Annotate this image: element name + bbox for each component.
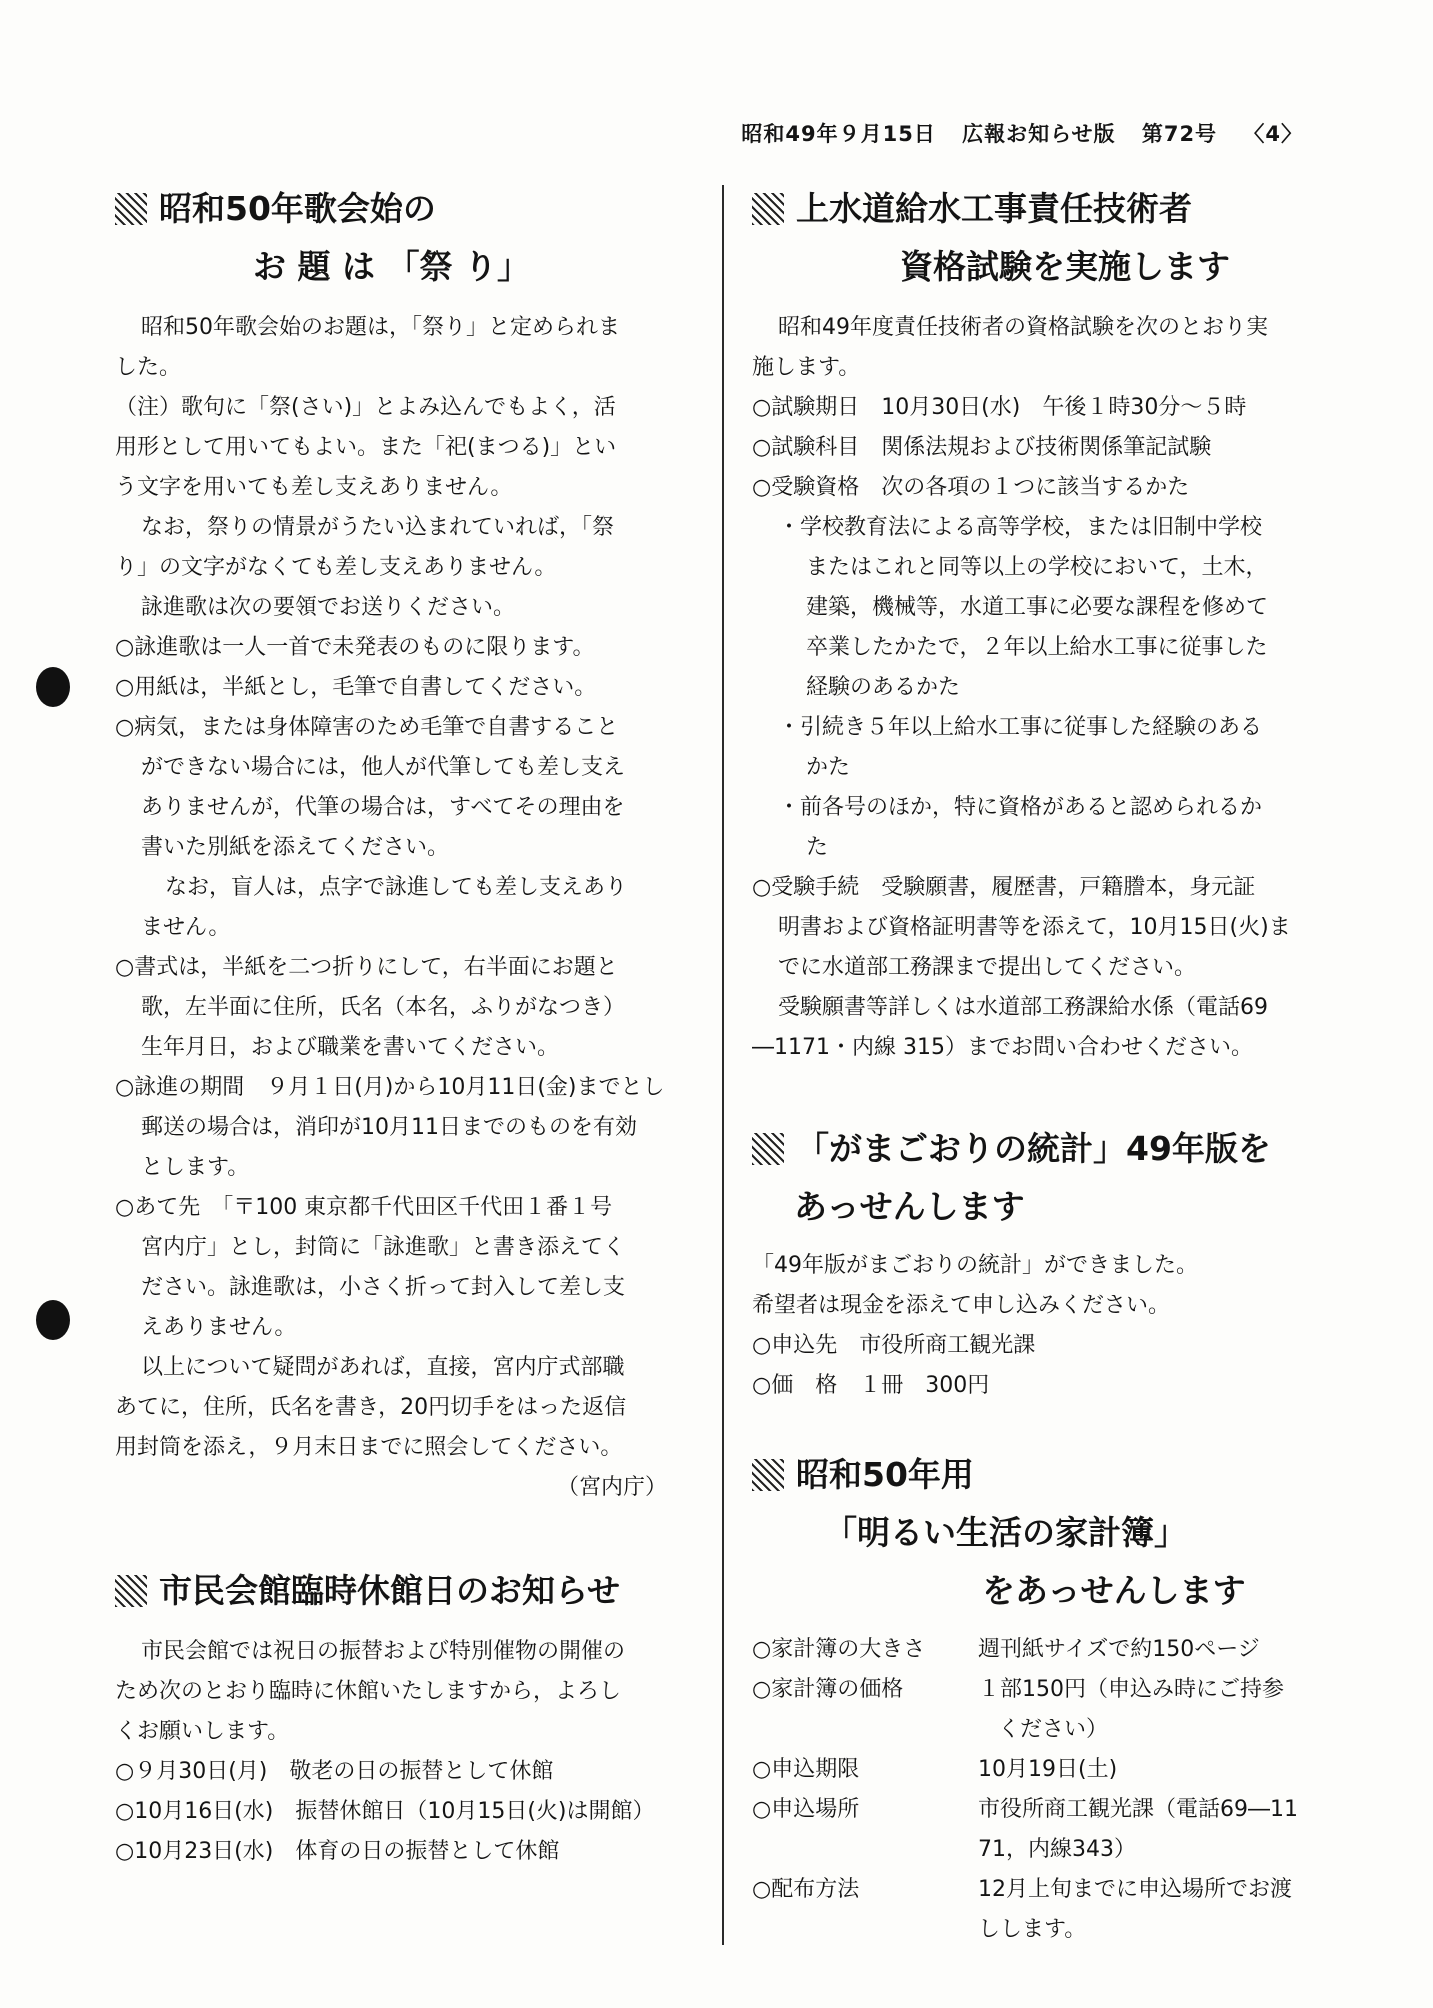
right-column — [752, 180, 1332, 1950]
hatch-icon — [115, 1575, 147, 1607]
header-page-number: 〈4〉 — [1243, 122, 1303, 146]
header-date: 昭和49年９月15日 — [741, 122, 936, 146]
list-item: ○配布方法 12月上旬までに申込場所でお渡 しします。 — [752, 1877, 1292, 1942]
suido-body: 昭和49年度責任技術者の資格試験を次のとおり実 施します。 ○試験期日 10月30日(水) 午後１時30分～５時 ○試験科目 関係法規および技術関係筆記試験 ○受験資格 次の各項の１つに該当するかた ・学校教育法による高等学校，または旧制中学校 またはこれと同等以上の学校において，土木， 建築，機械等，水道工事に必要な課程を修めて 卒業したかたで，２年以上給水工事に従事した 経験のあるかた ・引続き５年以上給水工事に従事した経験のある かた ・前各号のほか，特に資格があると認められるか た ○受験手続 受験願書，履歴書，戸籍謄本，身元証 明書および資格証明書等を添えて，10月15日(火)ま でに水道部工務課まで提出してください。 受験願書等詳しくは水道部工務課給水係（電話69 ―1171・内線 315）までお問い合わせください。 — [752, 315, 1291, 1060]
hatch-icon — [752, 1459, 784, 1491]
column-divider — [722, 185, 724, 1945]
list-item: ○申込期限 10月19日(土) — [752, 1757, 1118, 1782]
kakeibo-heading: 昭和50年用 「明るい生活の家計簿」 をあっせんします — [752, 1446, 1332, 1620]
gamagori-body: 「49年版がまごおりの統計」ができました。 希望者は現金を添えて申し込みください。 ○申込先 市役所商工観光課 ○価 格 １冊 300円 — [752, 1253, 1198, 1398]
list-item: ○家計簿の価格 １部150円（申込み時にご持参 ください） — [752, 1677, 1284, 1742]
kakeibo-article — [752, 1446, 1332, 1950]
kakeibo-body — [752, 1630, 1332, 1950]
utakai-heading: 昭和50年歌会始の お 題 は 「祭 り」 — [115, 180, 695, 296]
punch-hole — [36, 1300, 70, 1340]
utakai-article — [115, 180, 695, 1508]
page-header — [723, 118, 1303, 148]
suido-article — [752, 180, 1332, 1068]
suido-heading: 上水道給水工事責任技術者 資格試験を実施します — [752, 180, 1332, 296]
hatch-icon — [752, 1133, 784, 1165]
left-column — [115, 180, 695, 1872]
kaikan-body: 市民会館では祝日の振替および特別催物の開催の ため次のとおり臨時に休館いたしますから，よろし くお願いします。 ○９月30日(月) 敬老の日の振替として休館 ○10月16日(水) 振替休館日（10月15日(火)は開館） ○10月23日(水) 体育の日の振替として休館 — [115, 1639, 655, 1864]
hatch-icon — [115, 193, 147, 225]
list-item: ○申込場所 市役所商工観光課（電話69―11 71，内線343） — [752, 1797, 1298, 1862]
gamagori-heading: 「がまごおりの統計」49年版を あっせんします — [752, 1120, 1332, 1236]
utakai-body: 昭和50年歌会始のお題は，「祭り」と定められま した。 （注）歌句に「祭(さい)」とよみ込んでもよく，活 用形として用いてもよい。また「祀(まつる)」とい う文字を用いても差し支えありません。 なお，祭りの情景がうたい込まれていれば，「祭 り」の文字がなくても差し支えありません。 詠進歌は次の要領でお送りください。 ○詠進歌は一人一首で未発表のものに限ります。 ○用紙は，半紙とし，毛筆で自書してください。 ○病気，または身体障害のため毛筆で自書すること ができない場合には，他人が代筆しても差し支え ありませんが，代筆の場合は，すべてその理由を 書いた別紙を添えてください。 なお，盲人は，点字で詠進しても差し支えあり ません。 ○書式は，半紙を二つ折りにして，右半面にお題と 歌，左半面に住所，氏名（本名，ふりがなつき） 生年月日，および職業を書いてください。 ○詠進の期間 ９月１日(月)から10月11日(金)までとし 郵送の場合は，消印が10月11日までのものを有効 とします。 ○あて先 「〒100 東京都千代田区千代田１番１号 宮内庁」とし，封筒に「詠進歌」と書き添えてく ださい。詠進歌は，小さく折って封入して差し支 えありません。 以上について疑問があれば，直接，宮内庁式部職 あてに，住所，氏名を書き，20円切手をはった返信 用封筒を添え，９月末日までに照会してください。 （宮内庁） — [115, 308, 695, 1508]
kaikan-article — [115, 1562, 695, 1872]
hatch-icon — [752, 193, 784, 225]
gamagori-article — [752, 1120, 1332, 1406]
header-issue: 第72号 — [1141, 122, 1218, 146]
header-publication: 広報お知らせ版 — [962, 122, 1116, 146]
utakai-source: （宮内庁） — [556, 1475, 667, 1500]
punch-hole — [36, 667, 70, 707]
kaikan-heading: 市民会館臨時休館日のお知らせ — [115, 1562, 695, 1620]
list-item: ○家計簿の大きさ 週刊紙サイズで約150ページ — [752, 1637, 1260, 1662]
